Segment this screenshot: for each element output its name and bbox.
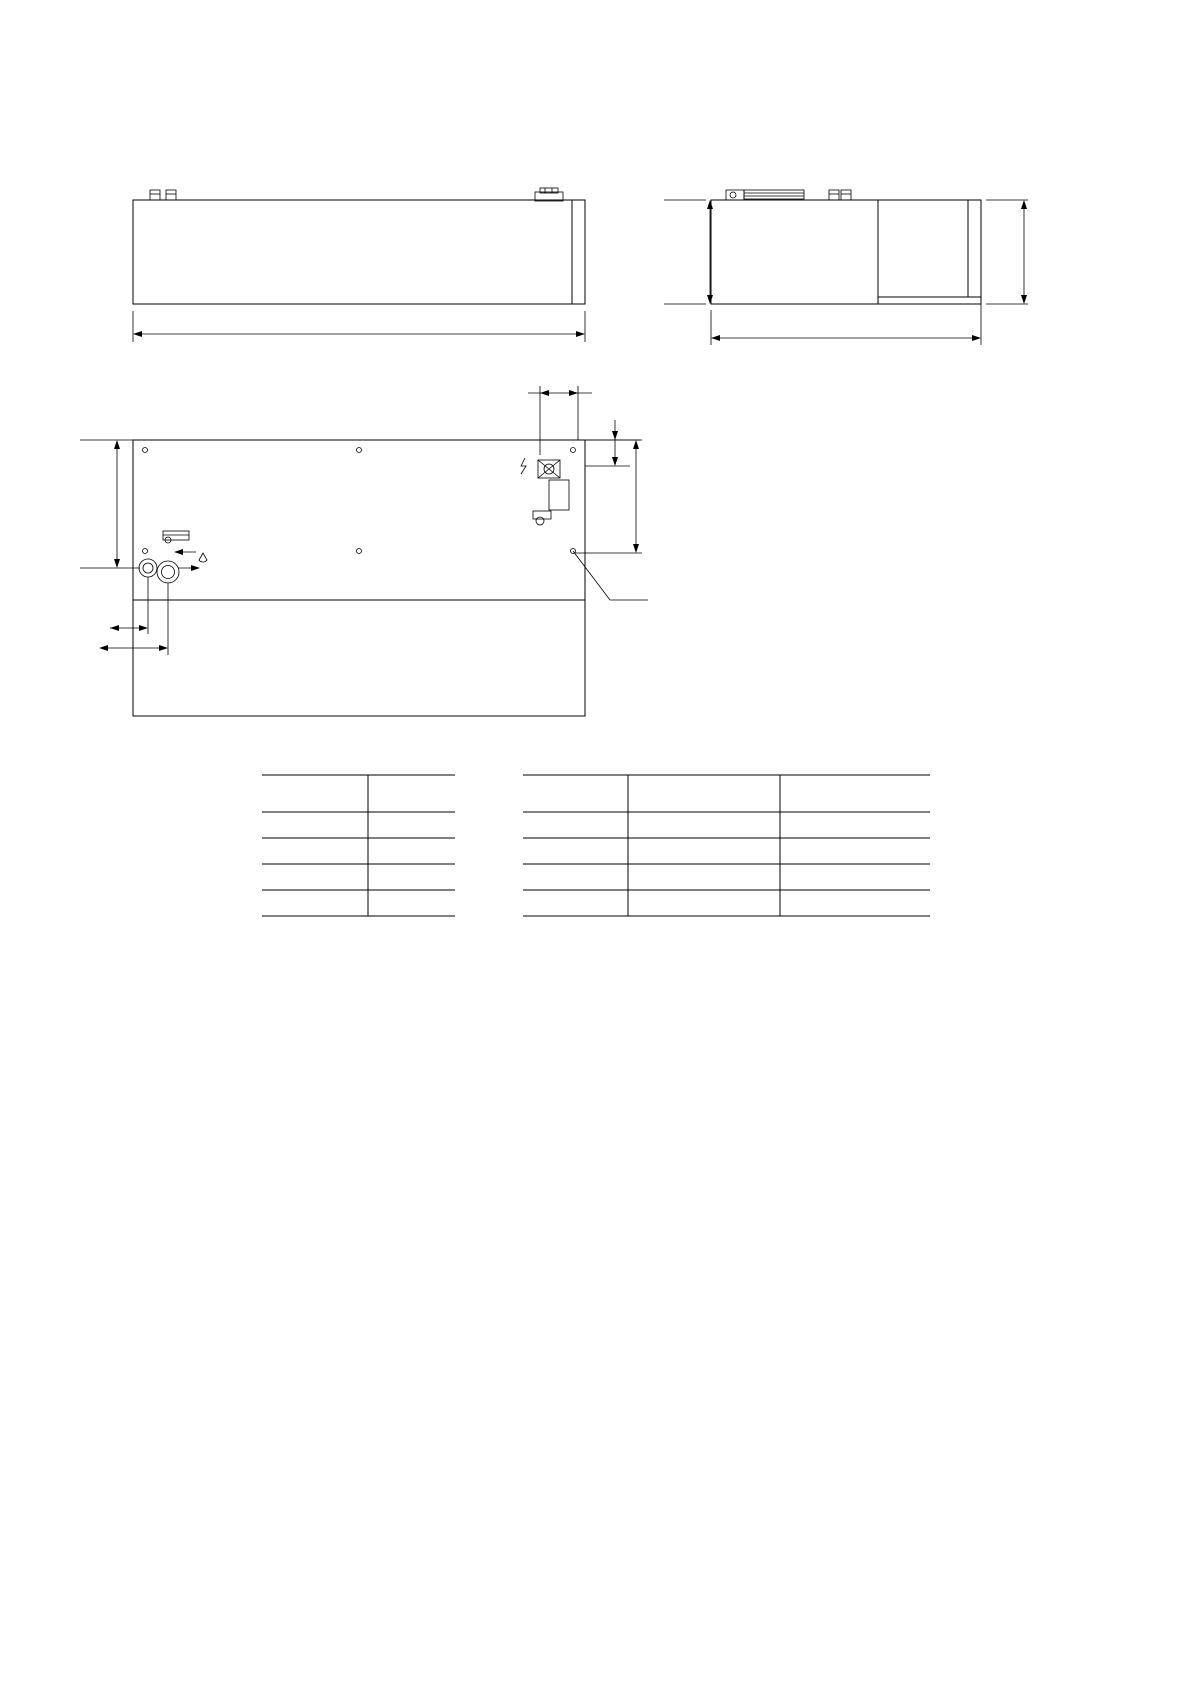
plan-dimension-bottom-a [110,577,168,655]
table-row [262,812,455,838]
plan-offset-dimension-right-top [585,420,640,466]
leader-note [573,551,648,600]
flow-arrow-right-icon [178,565,200,571]
flow-arrow-left-icon [174,549,196,555]
table-row [523,838,930,864]
table-row [523,812,930,838]
table-left-body [262,775,455,916]
side-elevation-view [664,190,1028,345]
table-row [523,775,930,812]
side-view-width-dimension [711,304,981,345]
table-row [262,775,455,812]
port-detail [139,531,207,583]
table-row [523,864,930,890]
electrical-box-detail [521,458,569,525]
side-view-height-dimension-right [986,200,1028,304]
plan-dimension-left-vertical [80,440,140,568]
table-row [523,890,930,916]
electrical-symbol [521,458,526,474]
table-row [262,864,455,890]
table-row [262,838,455,864]
front-elevation-view [133,188,585,342]
plan-offset-dimension-top [528,386,592,455]
front-view-width-dimension [133,311,585,342]
droplet-icon [199,553,207,562]
table-right-body [523,775,930,916]
top-plan-view [80,386,648,716]
table-row [262,890,455,916]
side-view-height-dimension-left [664,200,713,304]
